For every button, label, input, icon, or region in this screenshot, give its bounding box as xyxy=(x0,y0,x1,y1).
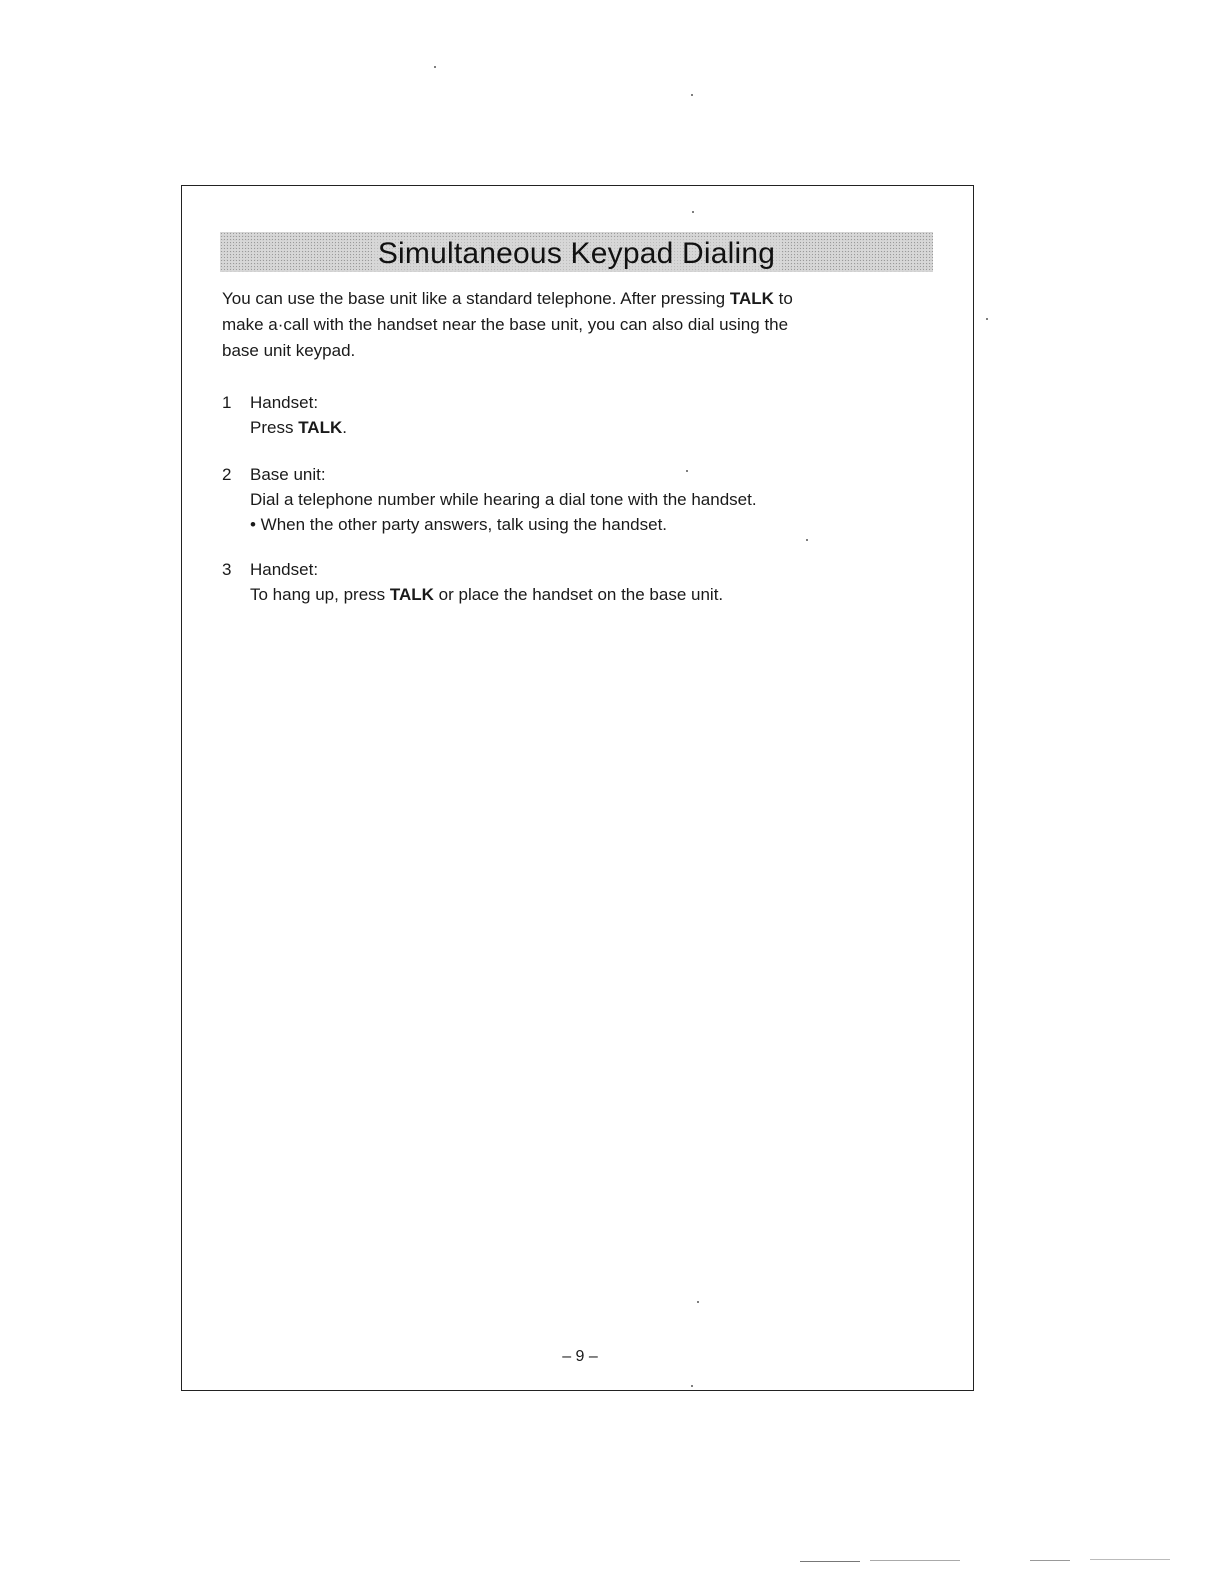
scan-line xyxy=(870,1560,960,1561)
scan-speck xyxy=(691,94,693,96)
scan-speck xyxy=(434,66,436,68)
scan-speck xyxy=(686,470,688,472)
step-text: To hang up, press xyxy=(250,585,390,604)
step-body xyxy=(250,557,920,607)
step-instruction: Dial a telephone number while hearing a dial tone with the handset. xyxy=(250,490,757,509)
scan-line xyxy=(1090,1559,1170,1560)
scan-line xyxy=(800,1561,860,1562)
step-title: Handset: xyxy=(250,560,319,579)
step-text: Press xyxy=(250,418,299,437)
step-instruction xyxy=(250,415,920,440)
page-frame xyxy=(181,185,974,1391)
intro-line2: make a·call with the handset near the base unit, you can also dial using the xyxy=(222,315,789,334)
scan-speck xyxy=(806,539,808,541)
scan-speck xyxy=(986,318,988,320)
step-body xyxy=(250,462,920,537)
scan-speck xyxy=(697,1301,699,1303)
talk-key-label: TALK xyxy=(729,289,774,308)
step-number: 2 xyxy=(222,465,232,484)
talk-key-label: TALK xyxy=(389,585,434,604)
step-title: Handset: xyxy=(250,393,319,412)
step-title: Base unit: xyxy=(250,465,326,484)
step-bullet-note: • When the other party answers, talk using the handset. xyxy=(250,515,668,534)
step-number: 3 xyxy=(222,560,232,579)
scan-speck xyxy=(692,211,694,213)
scan-line xyxy=(1030,1560,1070,1561)
step-body xyxy=(250,390,920,440)
step-text-end: . xyxy=(342,418,347,437)
page-number: – 9 – xyxy=(562,1348,598,1365)
intro-line1-end: to xyxy=(773,289,793,308)
intro-line3: base unit keypad. xyxy=(222,341,356,360)
page-title-text: Simultaneous Keypad Dialing xyxy=(372,237,781,270)
talk-key-label: TALK xyxy=(298,418,343,437)
step-instruction xyxy=(250,582,920,607)
step-text-end: or place the handset on the base unit. xyxy=(433,585,724,604)
scan-speck xyxy=(691,1385,693,1387)
intro-paragraph xyxy=(222,286,922,364)
page-title xyxy=(220,232,933,272)
intro-line1-text: You can use the base unit like a standard telephone. After pressing xyxy=(222,289,730,308)
heading-band xyxy=(220,232,933,272)
step-number: 1 xyxy=(222,393,232,412)
